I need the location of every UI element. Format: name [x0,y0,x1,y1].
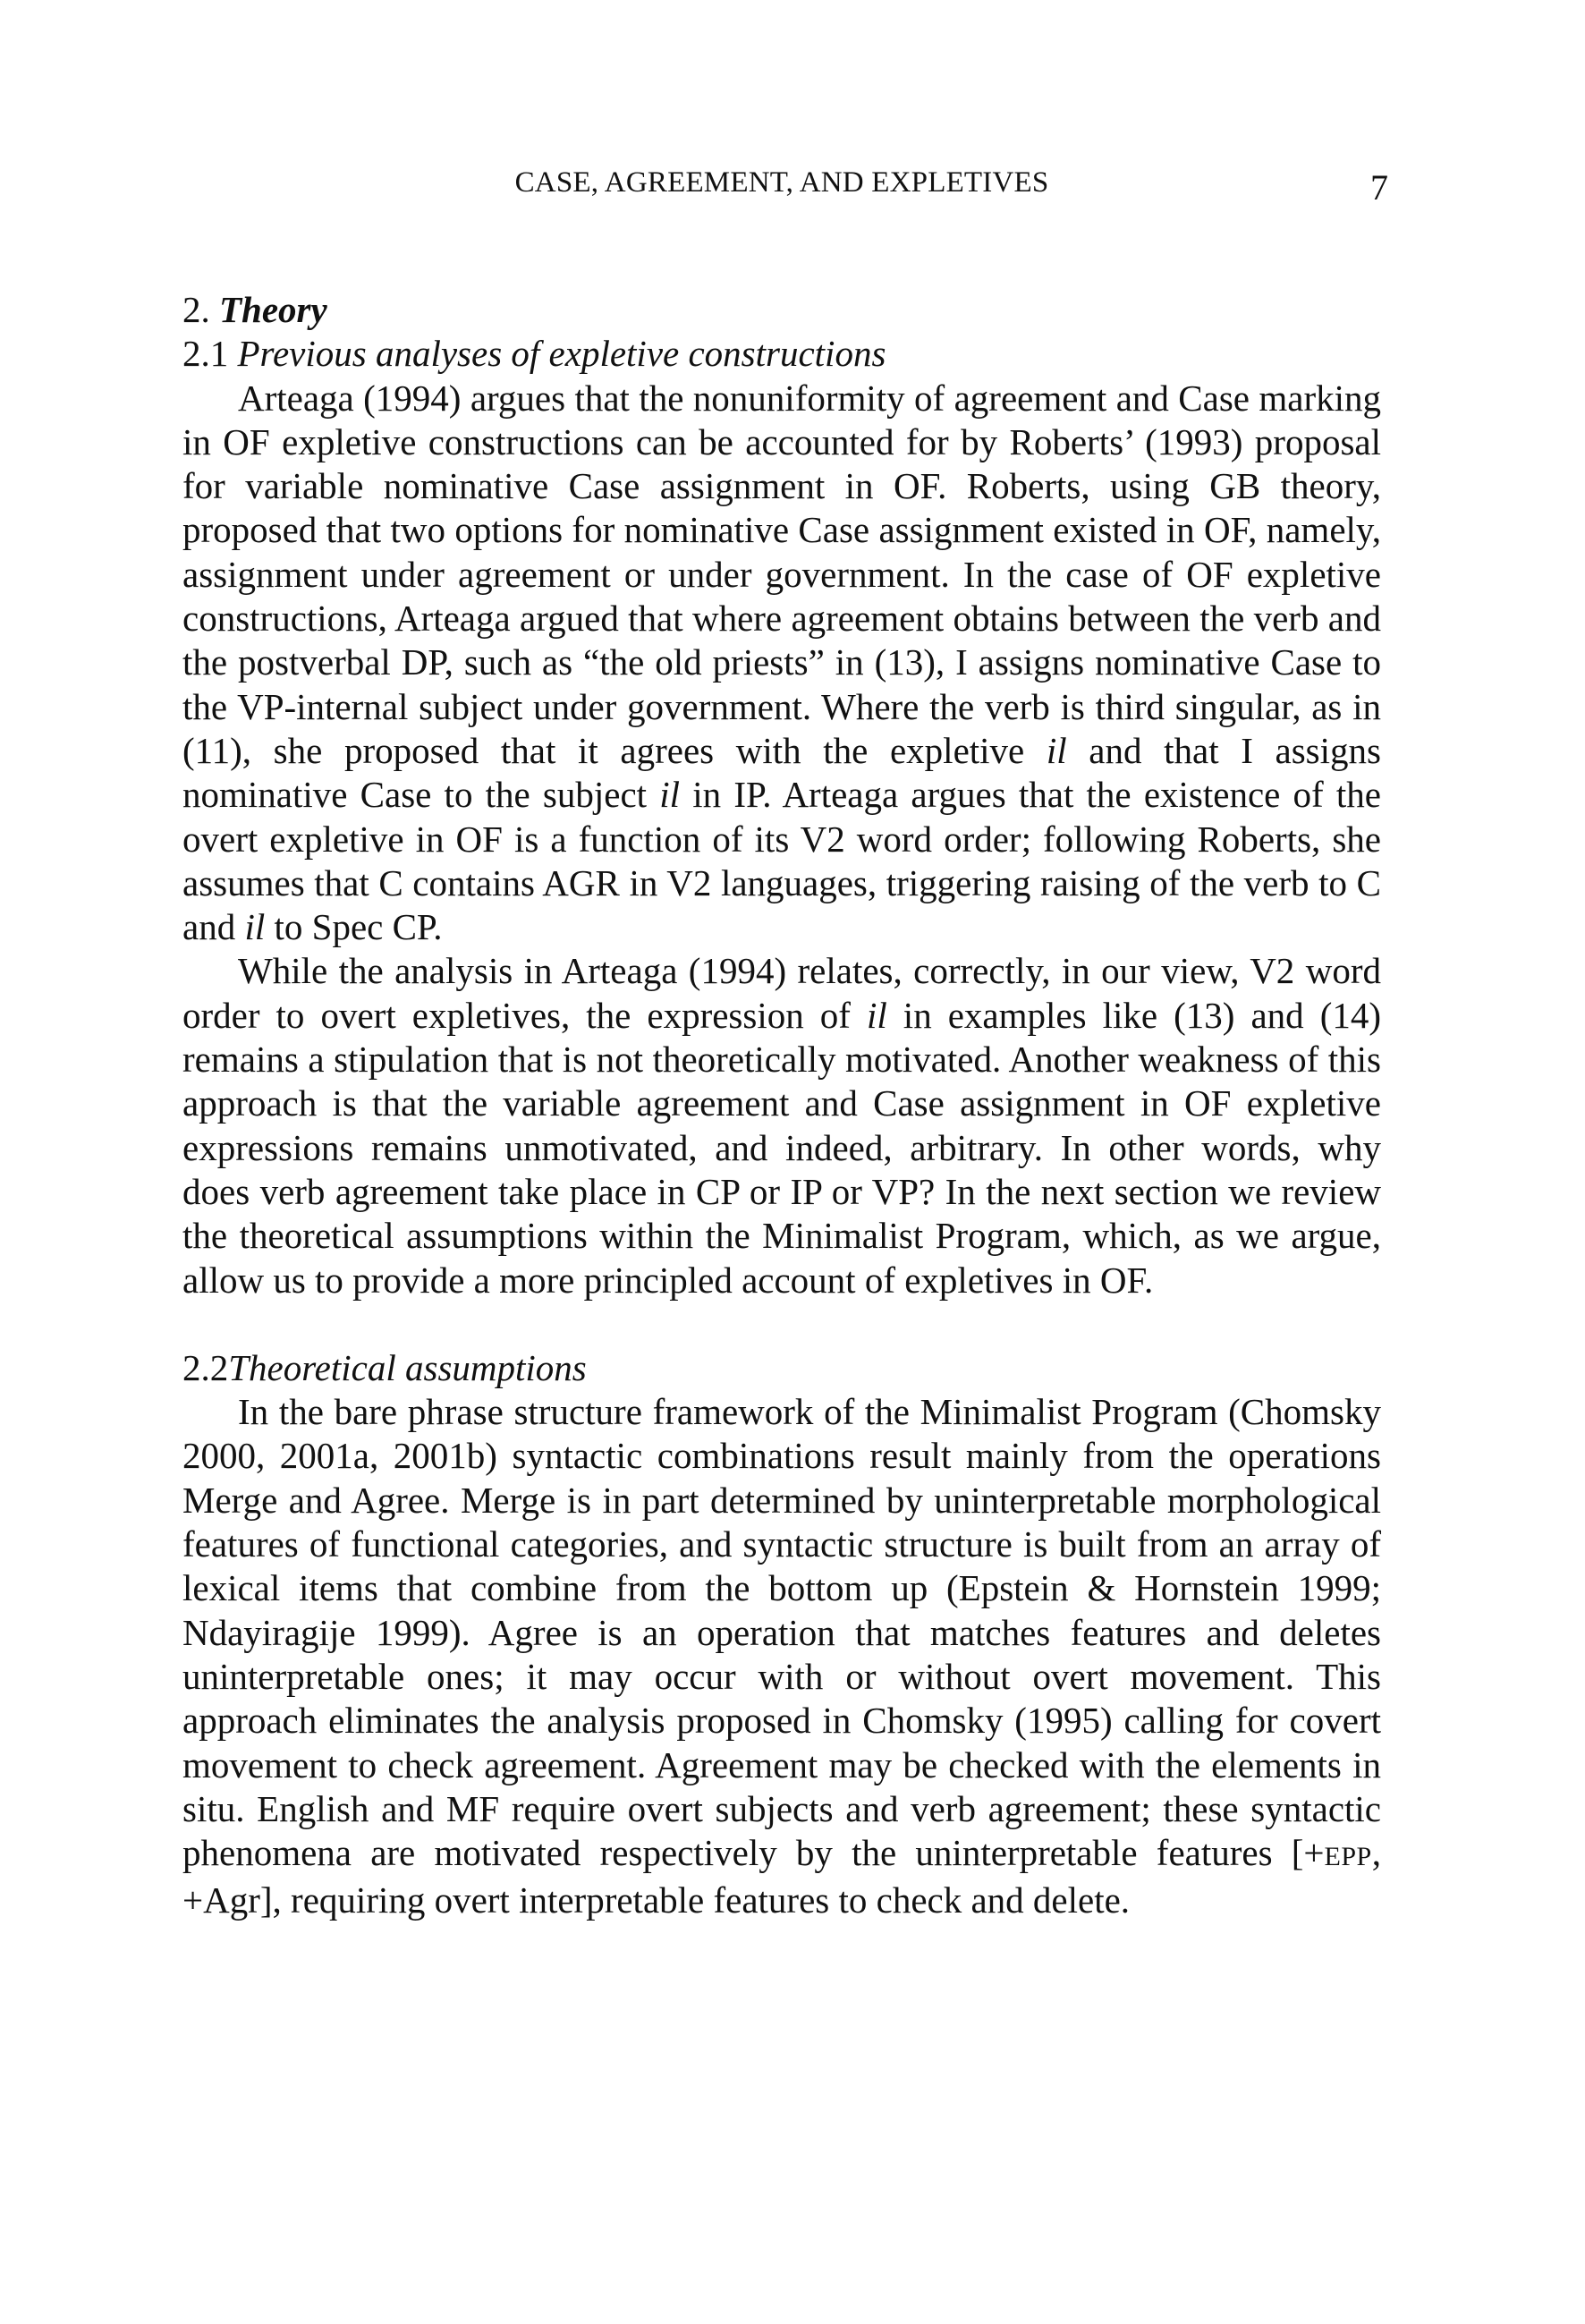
text-run: , +Agr], requiring overt interpretable features to check and delete. [182,1832,1381,1921]
page-number: 7 [1370,167,1388,208]
text-run: to Spec CP. [265,906,443,948]
text-run: and that I assigns nominative Case to the subject [182,729,1381,816]
subsection-heading-2-1 [182,332,1381,376]
paragraph [182,1390,1381,1923]
italic-term: il [1046,729,1067,771]
paragraph [182,949,1381,1302]
text-run: in IP. Arteaga argues that the existence of the overt expletive in OF is a function of its V2 word order; following Roberts, she assumes that C contains AGR in V2 languages, triggering raising of the verb to C and [182,774,1381,948]
text-run: in examples like (13) and (14) remains a stipulation that is not theoretically motivated. Another weakness of this approach is that the variable agreement and Case assignment in OF expletive expressions remains unmotivated, and indeed, arbitrary. In other words, why does verb agreement take place in CP or IP or VP? In the next section we review the theoretical assumptions within the Minimalist Program, which, as we argue, allow us to provide a more principled account of expletives in OF. [182,994,1382,1301]
subsection-title: Previous analyses of expletive constructions [237,333,886,375]
text-run: In the bare phrase structure framework of the Minimalist Program (Chomsky 2000, 2001a, 2001b) syntactic combinations result mainly from the operations Merge and Agree. Merge is in part determined by uninterpretable morphological features of functional categories, and syntactic structure is built from an array of lexical items that combine from the bottom up (Epstein & Hornstein 1999; Ndayiragije 1999). Agree is an operation that matches features and deletes uninterpretable ones; it may occur with or without overt movement. This approach eliminates the analysis proposed in Chomsky (1995) calling for covert movement to check agreement. Agreement may be checked with the elements in situ. English and MF require overt subjects and verb agreement; these syntactic phenomena are motivated respectively by the uninterpretable features [+ [182,1391,1381,1874]
italic-term: il [659,774,681,816]
section-heading [182,288,1381,332]
italic-term: il [244,906,266,948]
paragraph [182,377,1381,950]
subsection-number: 2.2 [182,1346,229,1388]
subsection-title: Theoretical assumptions [228,1346,587,1388]
text-run: Arteaga (1994) argues that the nonuniformity of agreement and Case marking in OF expletive constructions can be accounted for by Roberts’ (1993) proposal for variable nominative Case assignment in OF. Roberts, using GB theory, proposed that two options for nominative Case assignment existed in OF, namely, assignment under agreement or under government. In the case of OF expletive constructions, Arteaga argued that where agreement obtains between the verb and the postverbal DP, such as “the old priests” in (13), I assigns nominative Case to the VP-internal subject under government. Where the verb is third singular, as in (11), she proposed that it agrees with the expletive [182,377,1381,771]
small-caps-term: EPP [1324,1842,1372,1872]
section-title: Theory [219,289,327,330]
section-gap [182,1302,1381,1346]
running-head: CASE, AGREEMENT, AND EXPLETIVES [514,166,1049,199]
section-number: 2. [182,289,210,330]
italic-term: il [866,994,887,1036]
body-text [182,288,1381,1923]
subsection-heading-2-2 [182,1346,1381,1390]
subsection-number: 2.1 [182,333,229,375]
text-run: While the analysis in Arteaga (1994) relates, correctly, in our view, V2 word order to overt expletives, the expression of [182,950,1381,1036]
